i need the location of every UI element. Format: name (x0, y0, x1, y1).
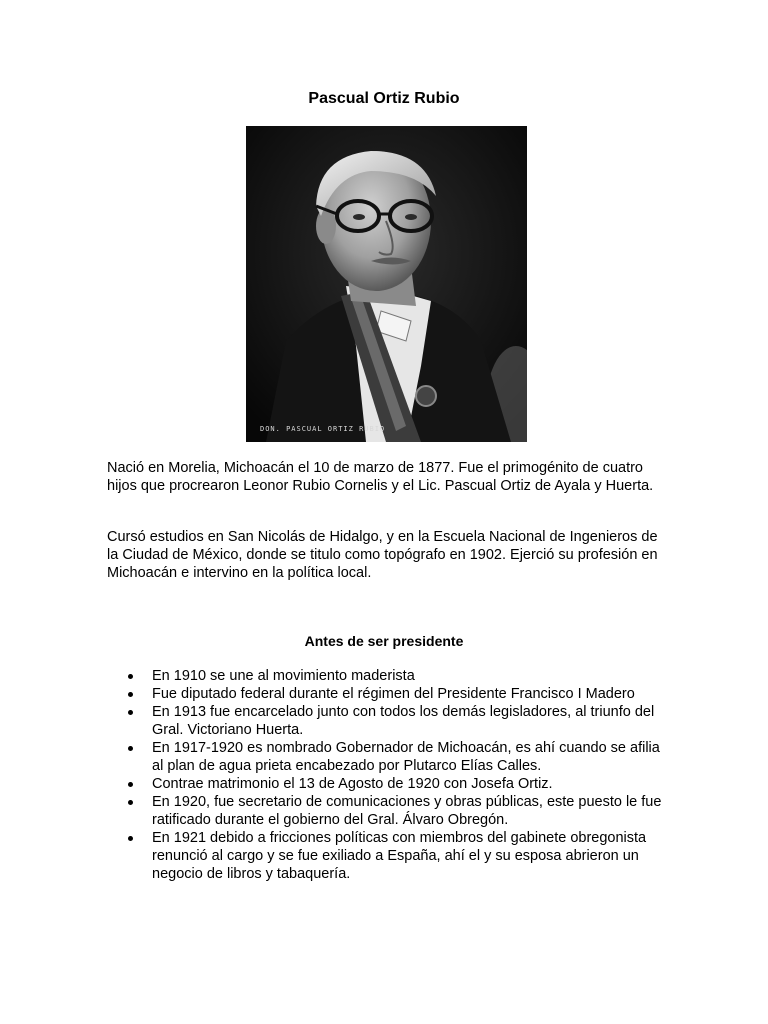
bullet-dot-icon (128, 836, 133, 841)
list-item (107, 775, 667, 793)
photo-caption: DON. PASCUAL ORTIZ RUBIO (260, 425, 386, 433)
list-item (107, 667, 667, 685)
portrait-photo (246, 126, 527, 442)
bullet-dot-icon (128, 674, 133, 679)
list-item-text: En 1913 fue encarcelado junto con todos los demás legisladores, al triunfo del Gral. Victoriano Huerta. (152, 704, 655, 738)
page-title: Pascual Ortiz Rubio (308, 90, 460, 107)
list-item-text: En 1921 debido a fricciones políticas con miembros del gabinete obregonista renunció al cargo y se fue exiliado a España, ahí el y su esposa abrieron un negocio de libros y tabaquería. (152, 830, 647, 882)
section-heading: Antes de ser presidente (304, 633, 464, 649)
career-bullet-list (107, 667, 667, 883)
bullet-dot-icon (128, 710, 133, 715)
biography-paragraph-2: Cursó estudios en San Nicolás de Hidalgo, y en la Escuela Nacional de Ingenieros de la Ciudad de México, donde se titulo como topógrafo en 1902. Ejerció su profesión en Michoacán e intervino en la política local. (107, 529, 658, 581)
list-item (107, 793, 667, 829)
bullet-dot-icon (128, 782, 133, 787)
portrait-illustration (246, 126, 527, 442)
list-item-text: Fue diputado federal durante el régimen del Presidente Francisco I Madero (152, 686, 635, 702)
list-item-text: En 1910 se une al movimiento maderista (152, 668, 415, 684)
list-item (107, 685, 667, 703)
list-item-text: En 1920, fue secretario de comunicaciones y obras públicas, este puesto le fue ratificado durante el gobierno del Gral. Álvaro Obregón. (152, 794, 662, 828)
list-item-text: En 1917-1920 es nombrado Gobernador de Michoacán, es ahí cuando se afilia al plan de agua prieta encabezado por Plutarco Elías Calles. (152, 740, 660, 774)
list-item (107, 739, 667, 775)
bullet-dot-icon (128, 746, 133, 751)
list-item (107, 829, 667, 883)
bullet-dot-icon (128, 800, 133, 805)
bullet-dot-icon (128, 692, 133, 697)
list-item-text: Contrae matrimonio el 13 de Agosto de 1920 con Josefa Ortiz. (152, 776, 553, 792)
list-item (107, 703, 667, 739)
biography-paragraph-1: Nació en Morelia, Michoacán el 10 de marzo de 1877. Fue el primogénito de cuatro hijos que procrearon Leonor Rubio Cornelis y el Lic. Pascual Ortiz de Ayala y Huerta. (107, 460, 654, 494)
